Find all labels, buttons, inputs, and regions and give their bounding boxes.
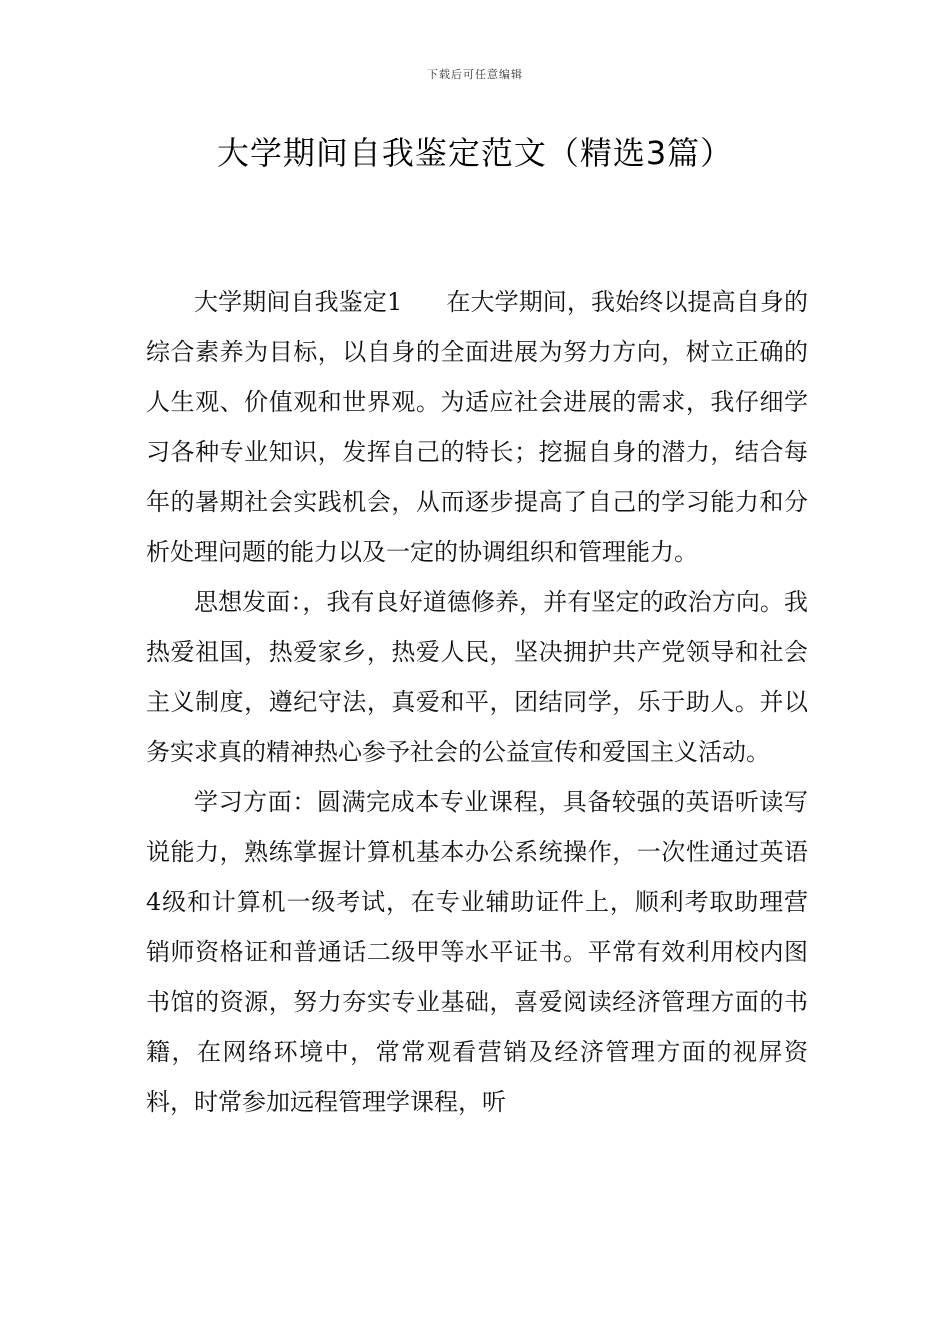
paragraph-1 bbox=[146, 277, 808, 577]
section-heading: 大学期间自我鉴定1 bbox=[194, 288, 403, 316]
paragraph-3: 学习方面：圆满完成本专业课程，具备较强的英语听读写说能力，熟练掌握计算机基本办公系统操作，一次性通过英语4级和计算机一级考试，在专业辅助证件上，顺利考取助理营销师资格证和普通话二级甲等水平证书。平常有效利用校内图书馆的资源，努力夯实专业基础，喜爱阅读经济管理方面的书籍，在网络环境中，常常观看营销及经济管理方面的视屏资料，时常参加远程管理学课程，听 bbox=[146, 788, 808, 1116]
paragraph-text: 在大学期间，我始终以提高自身的综合素养为目标，以自身的全面进展为努力方向，树立正确的人生观、价值观和世界观。为适应社会进展的需求，我仔细学习各种专业知识，发挥自己的特长；挖掘自身的潜力，结合每年的暑期社会实践机会，从而逐步提高了自己的学习能力和分析处理问题的能力以及一定的协调组织和管理能力。 bbox=[146, 288, 808, 566]
document-body bbox=[146, 277, 808, 1127]
paragraph-2: 思想发面：，我有良好道德修养，并有坚定的政治方向。我热爱祖国，热爱家乡，热爱人民，坚决拥护共产党领导和社会主义制度，遵纪守法，真爱和平，团结同学，乐于助人。并以务实求真的精神热心参予社会的公益宣传和爱国主义活动。 bbox=[146, 588, 808, 766]
page-header-note: 下载后可任意编辑 bbox=[427, 68, 523, 81]
document-title: 大学期间自我鉴定范文（精选3篇） bbox=[216, 134, 734, 172]
